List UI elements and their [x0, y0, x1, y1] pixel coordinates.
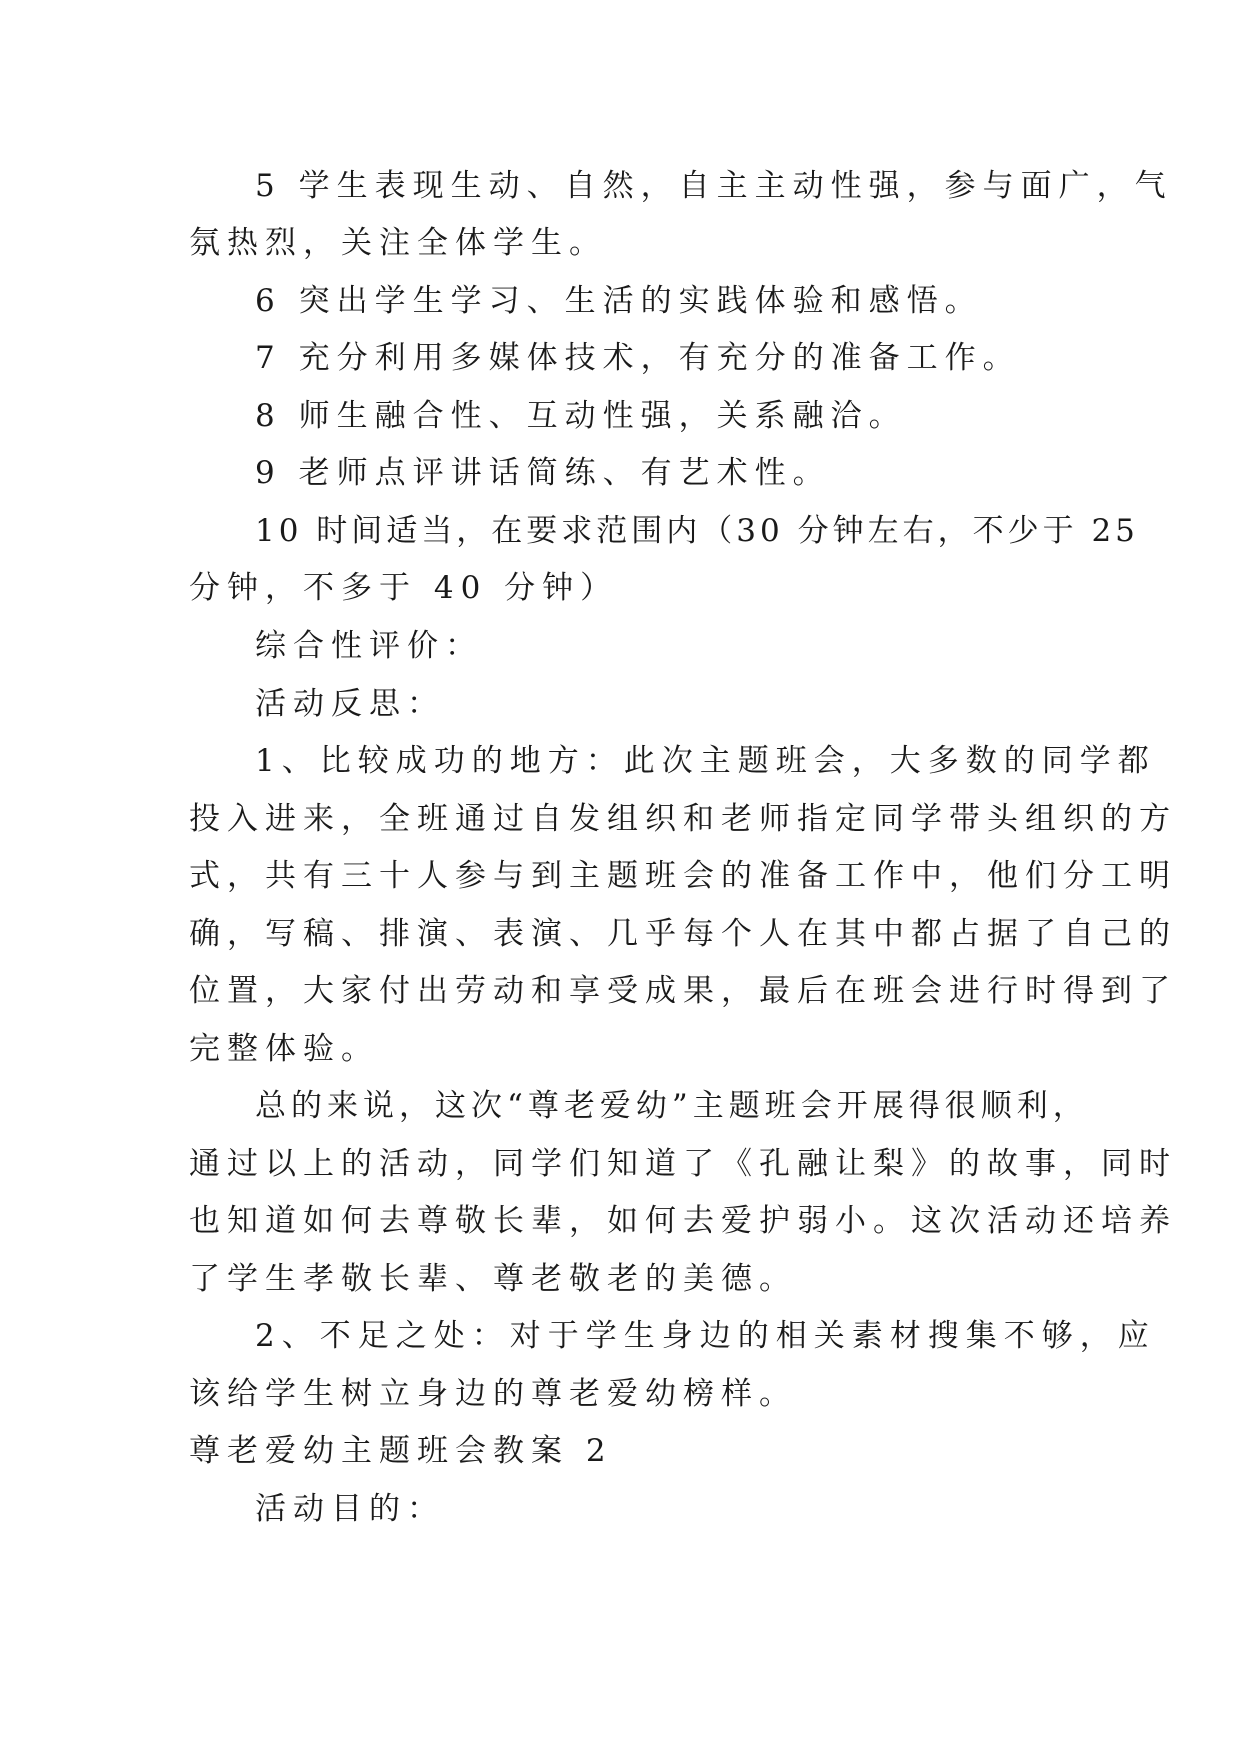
text-line: 确，写稿、排演、表演、几乎每个人在其中都占据了自己的	[189, 916, 1177, 952]
text-line: 投入进来，全班通过自发组织和老师指定同学带头组织的方	[189, 801, 1177, 837]
text-line: 式，共有三十人参与到主题班会的准备工作中，他们分工明	[189, 858, 1177, 894]
text-line: 综合性评价：	[255, 628, 483, 664]
text-line: 通过以上的活动，同学们知道了《孔融让梨》的故事，同时	[189, 1146, 1177, 1182]
text-line: 2、不足之处：对于学生身边的相关素材搜集不够，应	[255, 1318, 1156, 1354]
text-line: 7 充分利用多媒体技术，有充分的准备工作。	[255, 340, 1021, 376]
text-line: 了学生孝敬长辈、尊老敬老的美德。	[189, 1261, 797, 1297]
text-line: 活动目的：	[255, 1491, 445, 1527]
section-heading: 尊老爱幼主题班会教案 2	[189, 1433, 613, 1469]
text-line: 活动反思：	[255, 686, 445, 722]
text-line: 1、比较成功的地方：此次主题班会，大多数的同学都	[255, 743, 1156, 779]
text-line: 该给学生树立身边的尊老爱幼榜样。	[189, 1376, 797, 1412]
text-line: 10 时间适当，在要求范围内（30 分钟左右，不少于 25	[255, 513, 1139, 549]
text-line: 8 师生融合性、互动性强，关系融洽。	[255, 398, 907, 434]
text-line: 5 学生表现生动、自然，自主主动性强，参与面广，气	[255, 168, 1173, 204]
text-line: 完整体验。	[189, 1031, 379, 1067]
text-line: 9 老师点评讲话简练、有艺术性。	[255, 455, 831, 491]
text-line: 位置，大家付出劳动和享受成果，最后在班会进行时得到了	[189, 973, 1177, 1009]
text-line: 总的来说，这次“尊老爱幼”主题班会开展得很顺利，	[255, 1088, 1089, 1124]
text-line: 6 突出学生学习、生活的实践体验和感悟。	[255, 283, 983, 319]
text-line: 分钟，不多于 40 分钟）	[189, 570, 619, 606]
text-line: 也知道如何去尊敬长辈，如何去爱护弱小。这次活动还培养	[189, 1203, 1177, 1239]
text-line: 氛热烈，关注全体学生。	[189, 225, 607, 261]
